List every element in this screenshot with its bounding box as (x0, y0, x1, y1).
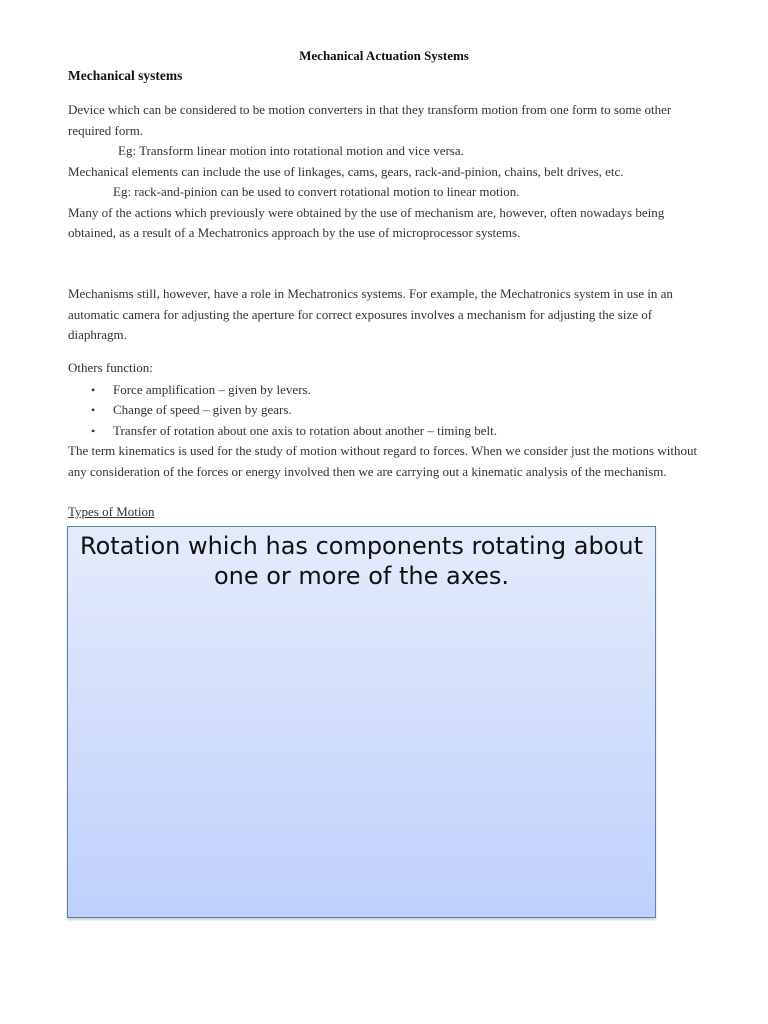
paragraph-mechanical-elements: Mechanical elements can include the use of linkages, cams, gears, rack-and-pinion, chains, belt drives, etc. (68, 163, 624, 179)
bullet-icon: • (91, 382, 96, 397)
bullet-icon: • (91, 403, 96, 417)
bullet-text: Force amplification – given by levers. (113, 381, 311, 397)
paragraph-device: Device which can be considered to be motion converters in that they transform motion from one form to some other required form. (68, 102, 672, 138)
bullet-icon: • (91, 423, 96, 438)
paragraph-kinematics: The term kinematics is used for the study of motion without regard to forces. When we consider just the motions without any consideration of the forces or energy involved then we are carrying out a kinematic analysis of the mechanism. (68, 443, 698, 479)
motion-box-text: Rotation which has components rotating about one or more of the axes. (79, 532, 644, 590)
example-rack-and-pinion: Eg: rack-and-pinion can be used to convert rotational motion to linear motion. (113, 184, 520, 199)
section-heading: Mechanical systems (68, 68, 183, 83)
document-title: Mechanical Actuation Systems (299, 48, 469, 63)
types-of-motion-heading: Types of Motion (68, 504, 155, 519)
paragraph-mechanisms: Mechanisms still, however, have a role in Mechatronics systems. For example, the Mechatronics system in use in an automatic camera for adjusting the aperture for correct exposures involves a mechanism for adjusting the size of diaphragm. (68, 286, 673, 342)
others-function-label: Others function: (68, 360, 153, 375)
list-item (91, 421, 704, 442)
motion-diagram-box (67, 526, 656, 918)
mechanisms-block (68, 284, 704, 346)
list-item (91, 400, 704, 421)
example-linear-rotational: Eg: Transform linear motion into rotational motion and vice versa. (118, 143, 464, 158)
bullet-text: Transfer of rotation about one axis to rotation about another – timing belt. (113, 422, 498, 438)
functions-block (68, 358, 704, 482)
bullet-text: Change of speed – given by gears. (113, 402, 292, 417)
list-item (91, 380, 704, 401)
paragraph-actions: Many of the actions which previously were obtained by the use of mechanism are, however, often nowadays being obtained, as a result of a Mechatronics approach by the use of microprocessor systems. (68, 204, 665, 240)
intro-block (68, 100, 704, 244)
functions-list (68, 380, 704, 442)
